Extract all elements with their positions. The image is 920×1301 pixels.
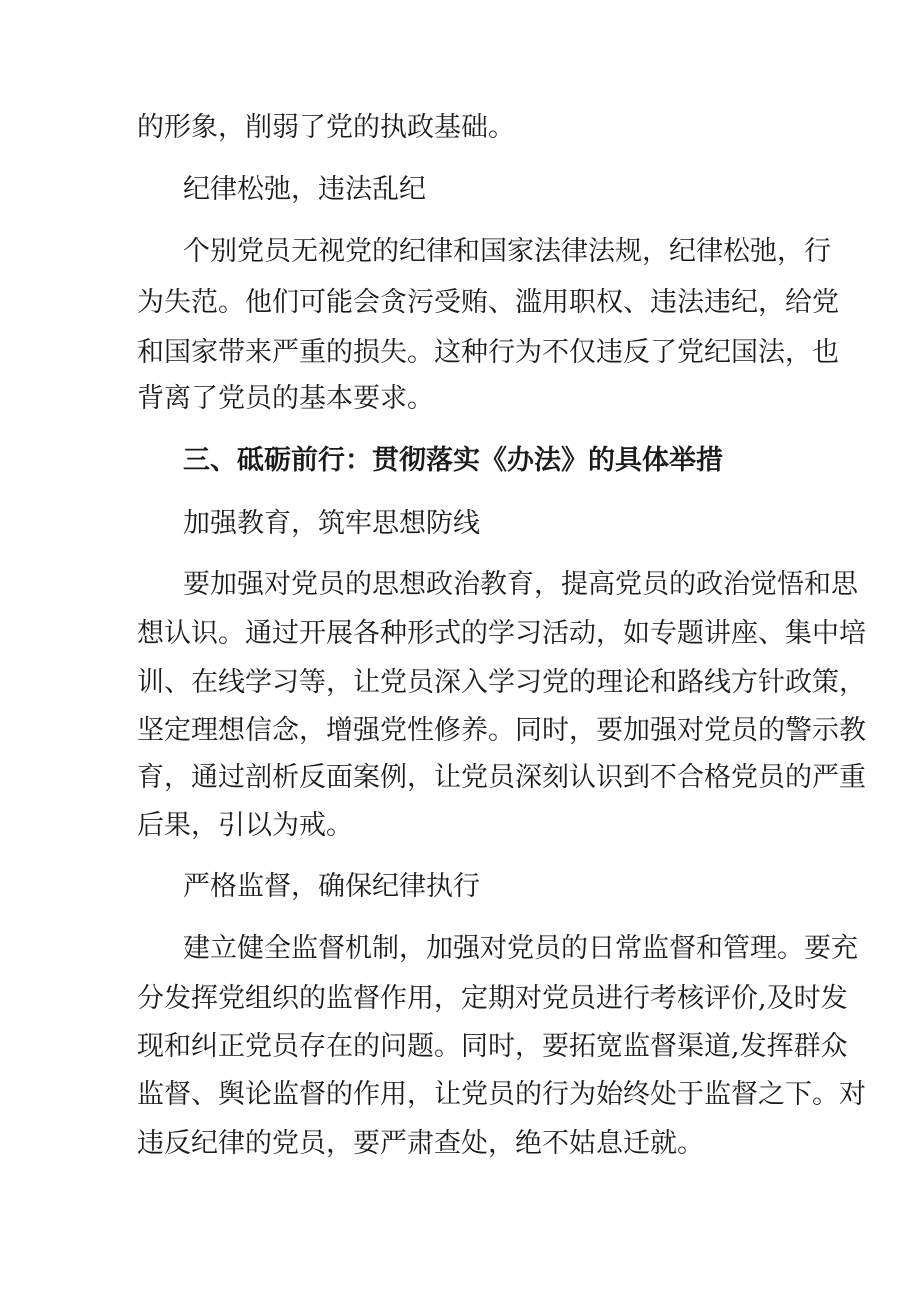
subheading-education: 加强教育，筑牢思想防线 (183, 508, 480, 539)
paragraph-line: 想认识。通过开展各种形式的学习活动，如专题讲座、集中培 (137, 618, 866, 649)
paragraph-line: 的形象，削弱了党的执政基础。 (137, 112, 515, 143)
paragraph-line: 要加强对党员的思想政治教育，提高党员的政治觉悟和思 (183, 569, 858, 600)
paragraph-line: 背离了党员的基本要求。 (137, 383, 434, 414)
paragraph-line: 违反纪律的党员，要严肃查处，绝不姑息迁就。 (137, 1128, 704, 1159)
paragraph-line: 现和纠正党员存在的问题。同时，要拓宽监督渠道,发挥群众 (137, 1031, 848, 1062)
paragraph-line: 训、在线学习等，让党员深入学习党的理论和路线方针政策， (137, 667, 866, 698)
paragraph-line: 育，通过剖析反面案例，让党员深刻认识到不合格党员的严重 (137, 762, 866, 793)
subheading-supervision: 严格监督，确保纪律执行 (183, 871, 480, 902)
paragraph-line: 个别党员无视党的纪律和国家法律法规，纪律松弛，行 (183, 236, 831, 267)
paragraph-line: 监督、舆论监督的作用，让党员的行为始终处于监督之下。对 (137, 1079, 866, 1110)
paragraph-line: 坚定理想信念，增强党性修养。同时，要加强对党员的警示教 (137, 715, 866, 746)
section-title: 三、砥砺前行：贯彻落实《办法》的具体举措 (183, 445, 723, 476)
paragraph-line: 分发挥党组织的监督作用，定期对党员进行考核评价,及时发 (137, 983, 848, 1014)
paragraph-line: 后果，引以为戒。 (137, 810, 353, 841)
paragraph-line: 建立健全监督机制，加强对党员的日常监督和管理。要充 (183, 933, 858, 964)
paragraph-line: 为失范。他们可能会贪污受贿、滥用职权、违法违纪，给党 (137, 287, 839, 318)
subheading-discipline: 纪律松弛，违法乱纪 (183, 174, 426, 205)
paragraph-line: 和国家带来严重的损失。这种行为不仅违反了党纪国法，也 (137, 337, 839, 368)
